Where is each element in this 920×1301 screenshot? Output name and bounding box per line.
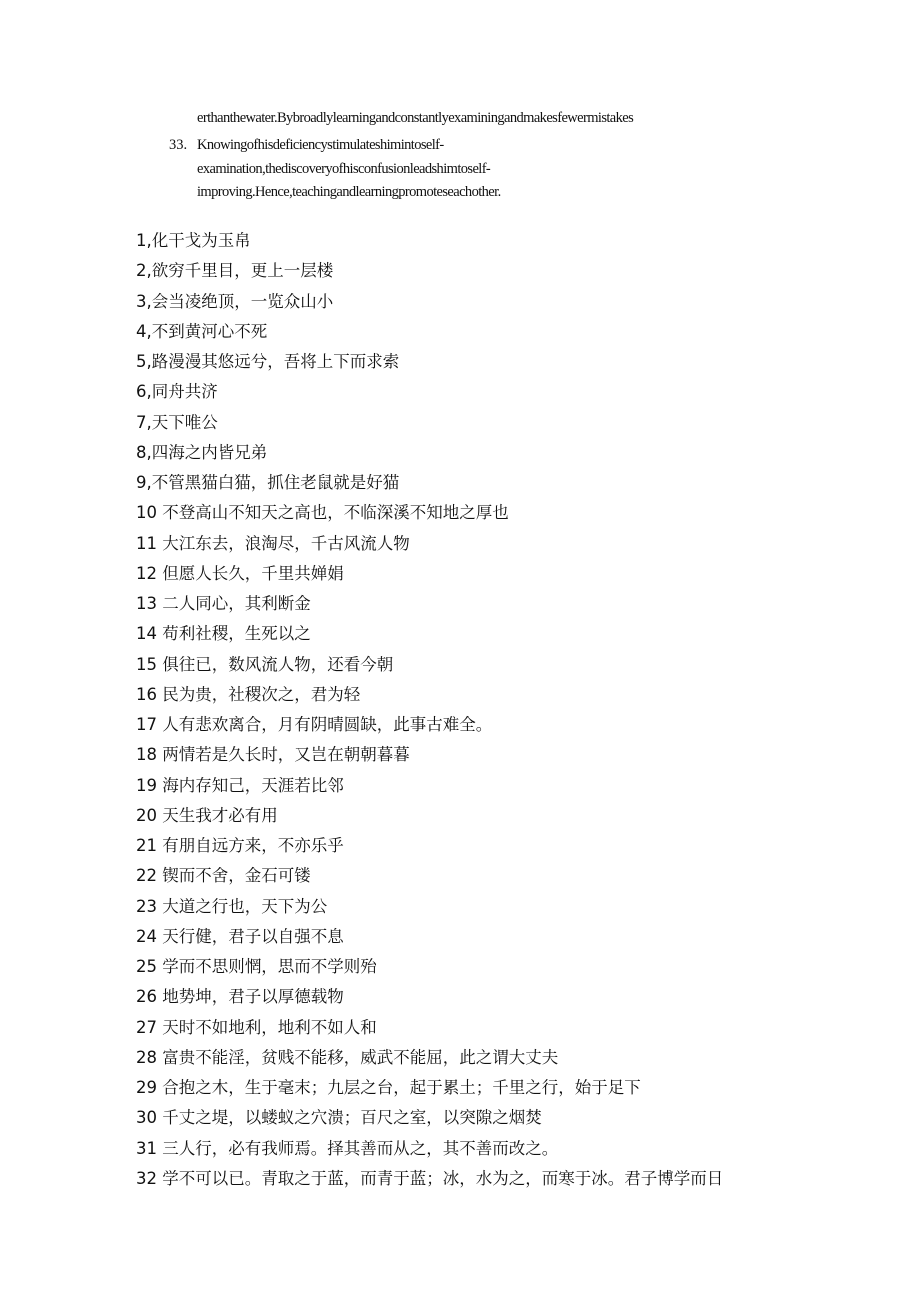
- list-item: 6,同舟共济: [136, 382, 218, 402]
- list-item: 24 天行健，君子以自强不息: [136, 926, 344, 946]
- list-item: 3,会当凌绝顶，一览众山小: [136, 291, 334, 311]
- list-item: 13 二人同心，其利断金: [136, 594, 311, 613]
- english-item-line: improving.Hence,teachingandlearningpromoteseachother.: [197, 184, 501, 200]
- english-item-number: 33.: [169, 137, 188, 153]
- list-item: 7,天下唯公: [136, 412, 218, 432]
- list-item: 8,四海之内皆兄弟: [136, 442, 268, 462]
- list-item: 9,不管黑猫白猫，抓住老鼠就是好猫: [136, 473, 400, 492]
- list-item: 20 天生我才必有用: [136, 805, 278, 825]
- list-item: 25 学而不思则惘，思而不学则殆: [136, 957, 377, 976]
- list-item: 29 合抱之木，生于毫末；九层之台，起于累土；千里之行，始于足下: [136, 1078, 641, 1097]
- english-item-line: examination,thediscoveryofhisconfusionleadshimtoself-: [197, 160, 491, 177]
- list-item: 12 但愿人长久，千里共婵娟: [136, 563, 344, 583]
- list-item: 21 有朋自远方来，不亦乐乎: [136, 836, 344, 855]
- list-item: 28 富贵不能淫，贫贱不能移，威武不能屈，此之谓大丈夫: [136, 1047, 559, 1067]
- list-item: 27 天时不如地利，地利不如人和: [136, 1017, 377, 1037]
- list-item: 14 苟利社稷，生死以之: [136, 624, 311, 644]
- list-item: 15 俱往已，数风流人物，还看今朝: [136, 654, 394, 674]
- list-item: 16 民为贵，社稷次之，君为轻: [136, 684, 361, 704]
- english-continuation-line: erthanthewater.Bybroadlylearningandconstantlyexaminingandmakesfewermistakes: [197, 110, 634, 126]
- list-item: 26 地势坤，君子以厚德载物: [136, 987, 344, 1007]
- list-item: 19 海内存知己，天涯若比邻: [136, 775, 344, 795]
- list-item: 22 锲而不舍，金石可镂: [136, 866, 311, 886]
- list-item: 30 千丈之堤，以蝼蚁之穴溃；百尺之室，以突隙之烟焚: [136, 1108, 542, 1128]
- list-item: 5,路漫漫其悠远兮，吾将上下而求索: [136, 352, 400, 371]
- list-item: 17 人有悲欢离合，月有阴晴圆缺，此事古难全。: [136, 715, 493, 734]
- list-item: 18 两情若是久长时，又岂在朝朝暮暮: [136, 745, 410, 765]
- english-item-line: Knowingofhisdeficiencystimulateshimintoself-: [197, 137, 444, 153]
- list-item: 11 大江东去，浪淘尽，千古风流人物: [136, 533, 410, 553]
- list-item: 1,化干戈为玉帛: [136, 231, 251, 250]
- list-item: 2,欲穷千里目，更上一层楼: [136, 261, 334, 281]
- list-item: 23 大道之行也，天下为公: [136, 896, 328, 916]
- english-item-33: [169, 135, 501, 206]
- list-item: 10 不登高山不知天之高也，不临深溪不知地之厚也: [136, 503, 509, 523]
- list-item: 4,不到黄河心不死: [136, 321, 268, 341]
- list-item: 31 三人行，必有我师焉。择其善而从之，其不善而改之。: [136, 1138, 559, 1158]
- list-item: 32 学不可以已。青取之于蓝，而青于蓝；冰，水为之，而寒于冰。君子博学而日: [136, 1168, 724, 1188]
- chinese-quote-list: [136, 229, 723, 1197]
